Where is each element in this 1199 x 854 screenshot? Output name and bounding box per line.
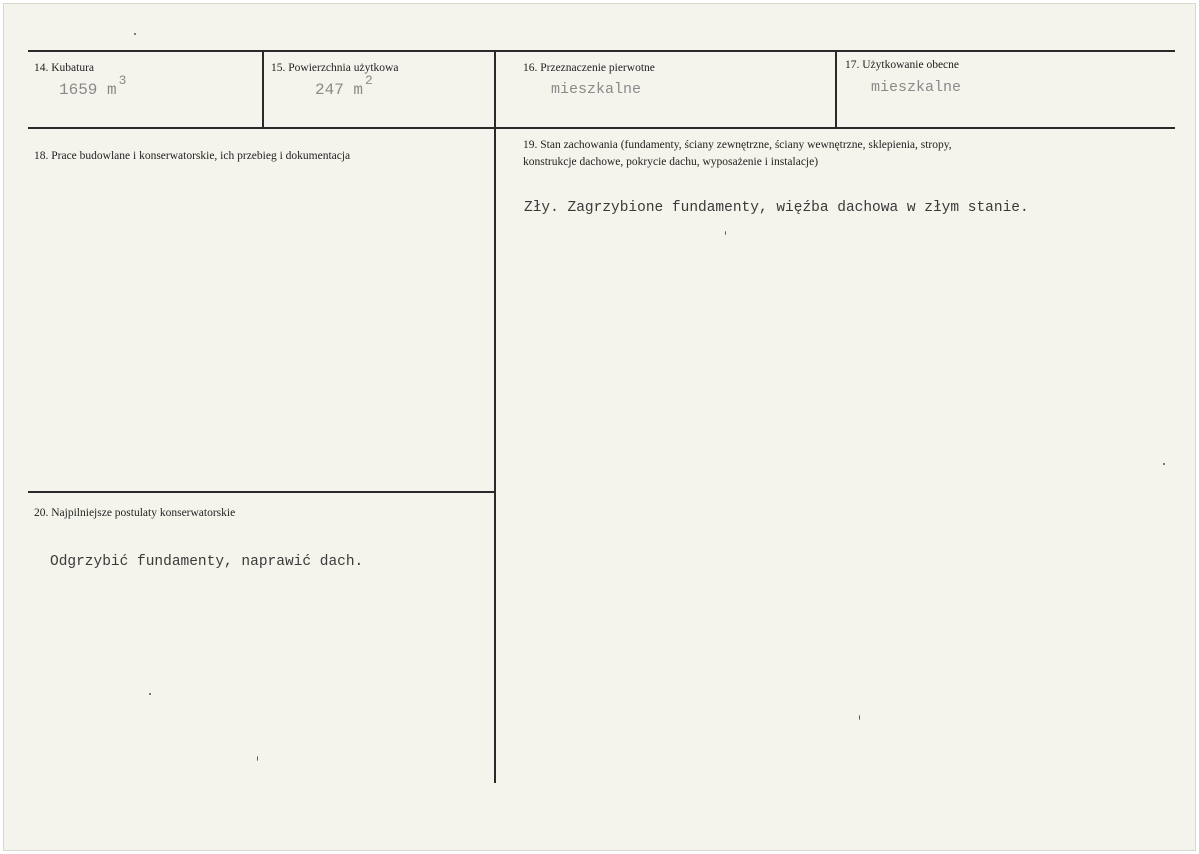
- document-card: [3, 3, 1196, 851]
- field-19-value: Zły. Zagrzybione fundamenty, więźba dachowa w złym stanie.: [524, 200, 1029, 216]
- field-20-value: Odgrzybić fundamenty, naprawić dach.: [50, 554, 364, 570]
- divider-15-16: [494, 50, 496, 128]
- field-17-value: mieszkalne: [871, 79, 962, 96]
- speck-mark: [725, 231, 726, 235]
- speck-mark: [149, 693, 151, 695]
- row1-bottom-rule: [28, 127, 1175, 129]
- field-17-label: 17. Użytkowanie obecne: [845, 59, 960, 71]
- row2-bottom-rule: [28, 491, 495, 493]
- field-20-label: 20. Najpilniejsze postulaty konserwatorskie: [34, 507, 236, 519]
- top-rule: [28, 50, 1175, 52]
- divider-14-15: [262, 50, 264, 128]
- speck-mark: [1163, 463, 1165, 465]
- main-vertical-divider: [494, 127, 496, 783]
- field-19-label-line1: 19. Stan zachowania (fundamenty, ściany zewnętrzne, ściany wewnętrzne, sklepienia, stropy,: [523, 139, 952, 151]
- field-15-unit-superscript: 2: [365, 73, 373, 88]
- field-16-value: mieszkalne: [551, 81, 642, 98]
- field-18-label: 18. Prace budowlane i konserwatorskie, ich przebieg i dokumentacja: [34, 150, 351, 162]
- field-15-number: 247 m: [315, 81, 364, 99]
- field-14-number: 1659 m: [59, 81, 117, 99]
- speck-mark: [257, 756, 258, 761]
- field-16-label: 16. Przeznaczenie pierwotne: [523, 62, 655, 74]
- speck-mark: [859, 715, 860, 720]
- speck-mark: [134, 33, 136, 35]
- field-14-value: [59, 73, 127, 99]
- field-15-value: [315, 73, 373, 99]
- field-14-unit-superscript: 3: [118, 73, 127, 88]
- divider-16-17: [835, 50, 837, 128]
- field-14-label: 14. Kubatura: [34, 62, 95, 74]
- field-15-label: 15. Powierzchnia użytkowa: [271, 62, 399, 74]
- field-19-label-line2: konstrukcje dachowe, pokrycie dachu, wyposażenie i instalacje): [523, 156, 819, 168]
